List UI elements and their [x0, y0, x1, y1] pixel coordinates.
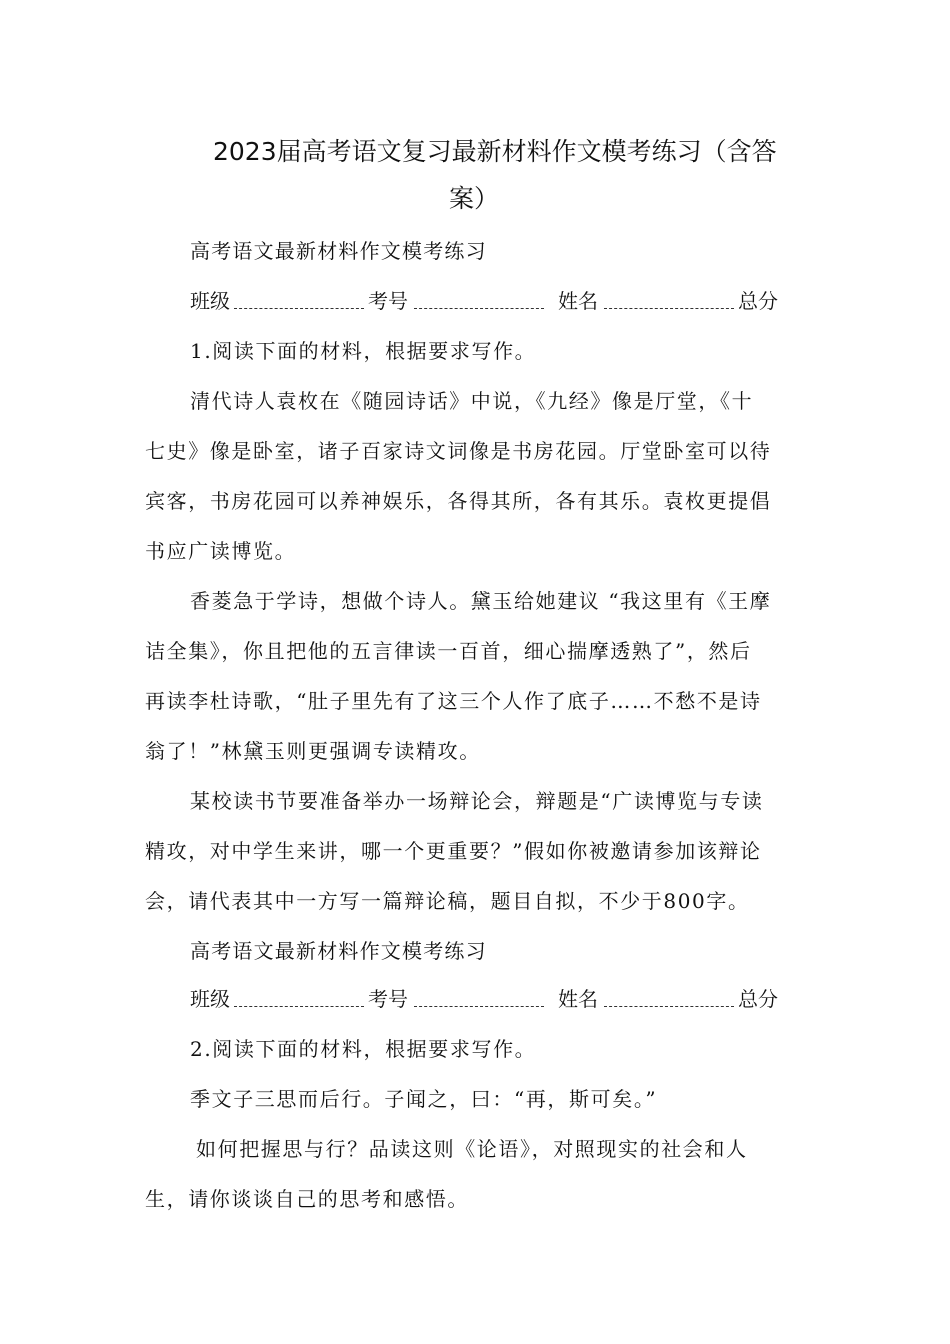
paragraph-line: 某校读书节要准备举办一场辩论会，辩题是“广读博览与专读	[190, 789, 764, 813]
exam-number-blank	[414, 288, 544, 309]
paragraph-line: 如何把握思与行？品读这则《论语》，对照现实的社会和人	[196, 1137, 748, 1161]
document-title-line-2: 案）	[449, 184, 500, 213]
class-label: 班级	[190, 289, 230, 313]
section-1-subtitle: 高考语文最新材料作文模考练习	[190, 239, 487, 263]
question-2-prompt: 2.阅读下面的材料，根据要求写作。	[190, 1037, 537, 1061]
paragraph-line: 生，请你谈谈自己的思考和感悟。	[145, 1187, 469, 1211]
paragraph-line: 再读李杜诗歌，“肚子里先有了这三个人作了底子……不愁不是诗	[145, 689, 762, 713]
paragraph-line: 七史》像是卧室，诸子百家诗文词像是书房花园。厅堂卧室可以待	[145, 439, 772, 463]
paragraph-line: 书应广读博览。	[145, 539, 297, 563]
paragraph-line: 清代诗人袁枚在《随园诗话》中说，《九经》像是厅堂，《十	[190, 389, 754, 413]
paragraph-line: 会，请代表其中一方写一篇辩论稿，题目自拟，不少于800字。	[145, 889, 750, 913]
class-blank	[234, 288, 364, 309]
paragraph-line: 季文子三思而后行。子闻之，曰：“再，斯可矣。”	[190, 1087, 658, 1111]
class-label: 班级	[190, 987, 230, 1011]
exam-number-blank	[414, 986, 544, 1007]
name-label: 姓名	[558, 289, 598, 313]
name-blank	[604, 288, 734, 309]
question-1-prompt: 1.阅读下面的材料，根据要求写作。	[190, 339, 537, 363]
paragraph-line: 精攻，对中学生来讲，哪一个更重要？”假如你被邀请参加该辩论	[145, 839, 762, 863]
section-2-subtitle: 高考语文最新材料作文模考练习	[190, 939, 487, 963]
exam-number-label: 考号	[368, 987, 408, 1011]
paragraph-line: 翁了！”林黛玉则更强调专读精攻。	[145, 739, 481, 763]
name-label: 姓名	[558, 987, 598, 1011]
document-title-line-1: 2023届高考语文复习最新材料作文模考练习（含答	[213, 137, 777, 166]
name-blank	[604, 986, 734, 1007]
class-blank	[234, 986, 364, 1007]
exam-number-label: 考号	[368, 289, 408, 313]
section-1-form-row	[190, 288, 810, 316]
total-score-label: 总分	[738, 987, 778, 1011]
paragraph-line: 宾客，书房花园可以养神娱乐，各得其所，各有其乐。袁枚更提倡	[145, 489, 772, 513]
section-2-form-row	[190, 986, 810, 1014]
paragraph-line: 香菱急于学诗，想做个诗人。黛玉给她建议 “我这里有《王摩	[190, 589, 772, 613]
paragraph-line: 诘全集》，你且把他的五言律读一百首，细心揣摩透熟了”，然后	[145, 639, 752, 663]
total-score-label: 总分	[738, 289, 778, 313]
